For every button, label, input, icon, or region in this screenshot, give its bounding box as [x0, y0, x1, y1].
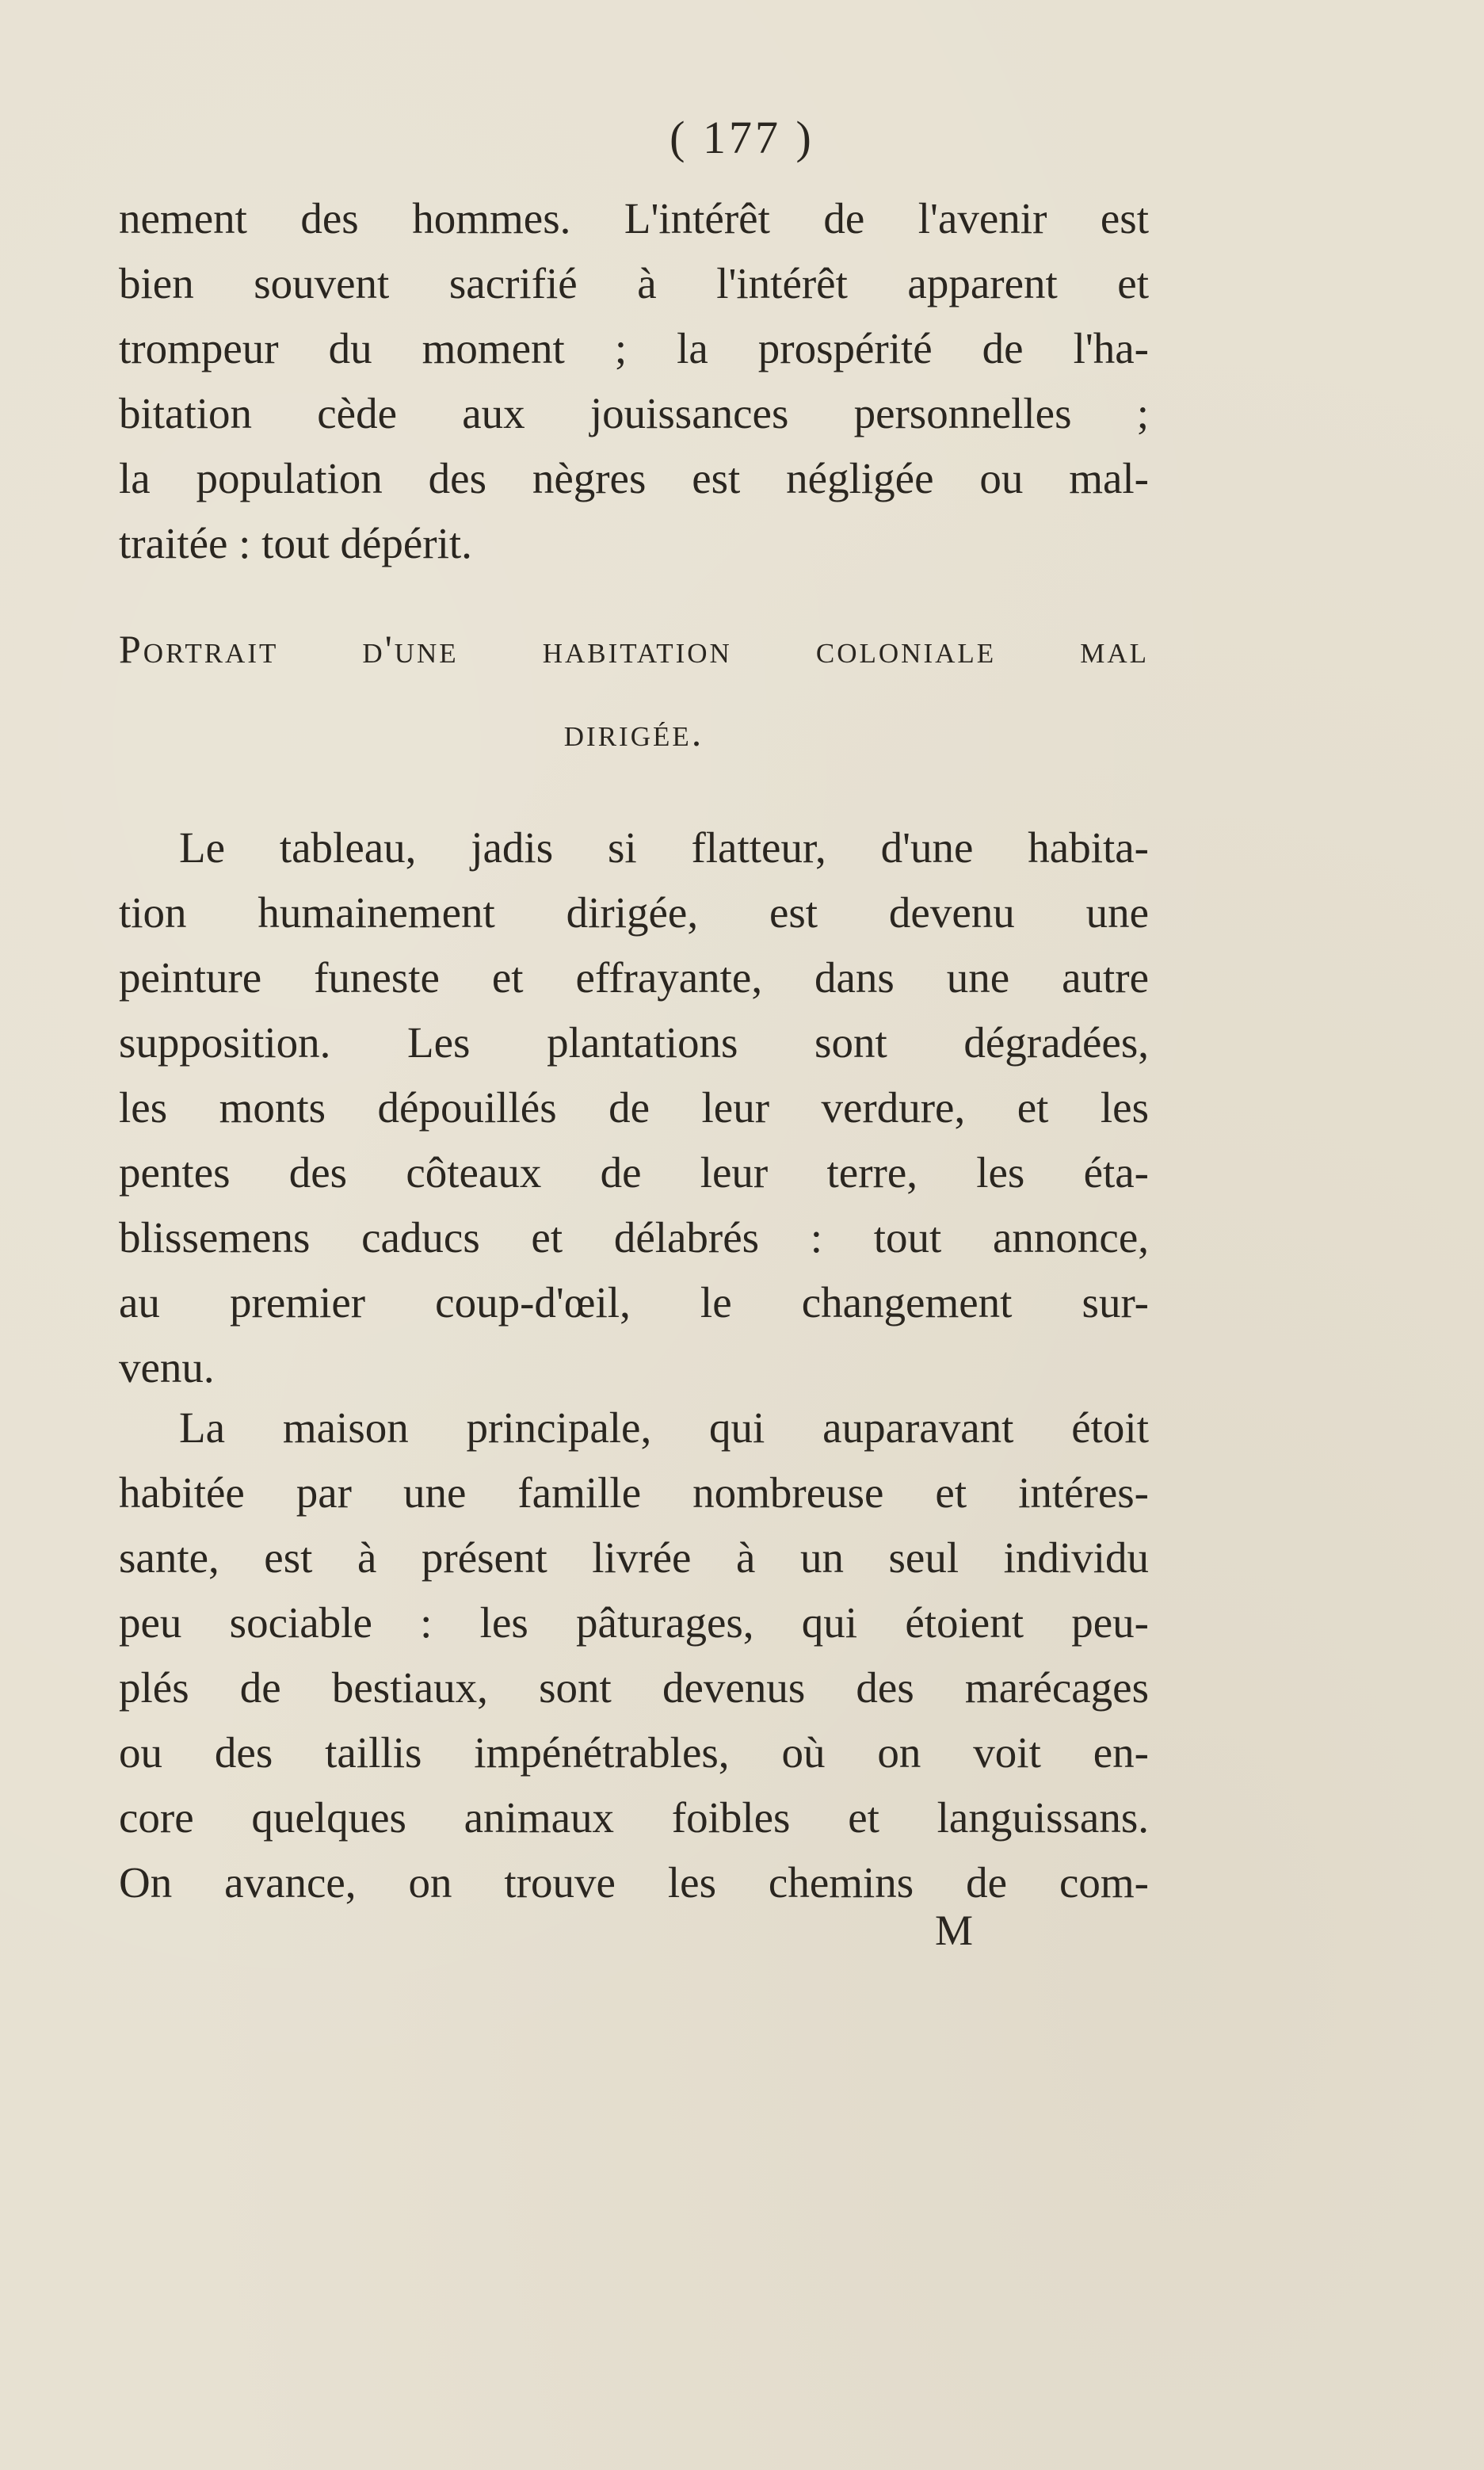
text-line: Le tableau, jadis si flatteur, d'une habita-	[179, 823, 1149, 872]
text-line: core quelques animaux foibles et languissans.	[119, 1793, 1149, 1842]
text-line: On avance, on trouve les chemins de com-	[119, 1858, 1149, 1907]
signature-mark: M	[935, 1907, 974, 1954]
text-line: plés de bestiaux, sont devenus des marécages	[119, 1663, 1149, 1712]
text-line: venu.	[119, 1343, 215, 1392]
page-number: ( 177 )	[670, 112, 814, 163]
text-line: peinture funeste et effrayante, dans une autre	[119, 953, 1149, 1002]
text-line: bien souvent sacrifié à l'intérêt apparent et	[119, 259, 1149, 307]
text-line: bitation cède aux jouissances personnelles ;	[119, 389, 1149, 437]
text-line: traitée : tout dépérit.	[119, 519, 472, 567]
section-heading: Portrait d'une habitation coloniale mal	[119, 627, 1149, 671]
text-line: sante, est à présent livrée à un seul individu	[119, 1533, 1149, 1582]
text-line: peu sociable : les pâturages, qui étoient peu-	[119, 1598, 1149, 1647]
text-line: blissemens caducs et délabrés : tout annonce,	[119, 1213, 1149, 1262]
section-heading-continuation: dirigée.	[563, 710, 704, 754]
text-line: supposition. Les plantations sont dégradées,	[119, 1018, 1149, 1067]
text-line: habitée par une famille nombreuse et intéres-	[119, 1468, 1149, 1517]
text-line: la population des nègres est négligée ou mal-	[119, 454, 1149, 502]
text-line: La maison principale, qui auparavant étoit	[179, 1403, 1149, 1452]
text-line: pentes des côteaux de leur terre, les éta-	[119, 1148, 1149, 1197]
text-line: ou des taillis impénétrables, où on voit en-	[119, 1728, 1149, 1777]
text-line: au premier coup-d'œil, le changement sur-	[119, 1278, 1149, 1327]
text-line: nement des hommes. L'intérêt de l'avenir est	[119, 194, 1149, 242]
text-line: tion humainement dirigée, est devenu une	[119, 888, 1149, 937]
text-line: trompeur du moment ; la prospérité de l'ha-	[119, 324, 1149, 372]
text-line: les monts dépouillés de leur verdure, et les	[119, 1083, 1149, 1132]
